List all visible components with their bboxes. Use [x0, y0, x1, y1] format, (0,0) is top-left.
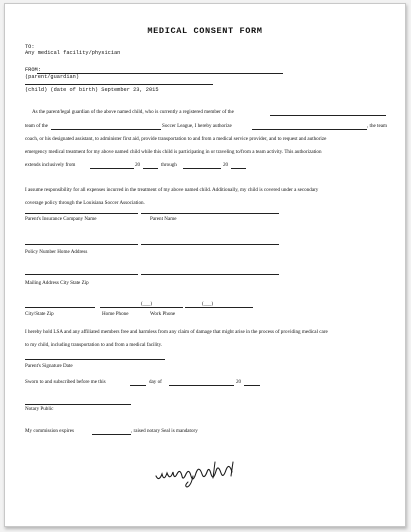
parent-name-label: Parent Name	[150, 216, 177, 222]
para1-line2b: Soccer League, I hereby authorize	[162, 123, 232, 129]
parent-name-field[interactable]	[141, 213, 279, 214]
from-label: FROM:	[25, 67, 41, 73]
para1-line5a: extends inclusively from	[25, 162, 76, 168]
child-line[interactable]	[25, 84, 213, 85]
para1-line5b: 20	[135, 162, 141, 168]
parent-signature-label: Parent's Signature Date	[25, 363, 73, 369]
sworn-text-a: Sworn to and subscribed before me this	[25, 379, 106, 385]
work-phone-field[interactable]	[185, 307, 253, 308]
team-member-field[interactable]	[270, 115, 386, 116]
commission-date-field[interactable]	[92, 434, 131, 435]
document-page	[4, 3, 406, 527]
para2-line1: I assume responsibility for all expenses incurred in the treatment of my above named child. Additionally, my child is covered under a secondary	[25, 187, 319, 193]
sworn-text-c: 20	[236, 379, 242, 385]
policy-number-field[interactable]	[25, 244, 138, 245]
para1-line3: coach, or his designated assistant, to administer first aid, provide transportation to and from a medical service provider, and to request and authorize	[25, 136, 327, 142]
form-title: MEDICAL CONSENT FORM	[147, 26, 263, 36]
insurance-company-field[interactable]	[25, 213, 138, 214]
work-phone-area: (___)	[202, 301, 214, 307]
mailing-city-field[interactable]	[141, 274, 279, 275]
through-date-field[interactable]	[183, 168, 221, 169]
sworn-month-field[interactable]	[169, 385, 234, 386]
para1-line1: As the parent/legal guardian of the above named child, who is currently a registered member of the	[32, 109, 234, 115]
para1-line5d: 20	[223, 162, 229, 168]
notary-public-label: Notary Public	[25, 406, 54, 412]
para1-line5c: through	[161, 162, 177, 168]
para3-line2: to my child, including transportation to and from a medical facility.	[25, 342, 163, 348]
home-address-field[interactable]	[141, 244, 279, 245]
child-dob-line: (child) (date of birth) September 23, 2015	[25, 87, 159, 93]
sworn-text-b: day of	[149, 379, 162, 385]
sworn-day-field[interactable]	[130, 385, 146, 386]
from-year-field[interactable]	[143, 168, 158, 169]
mailing-address-field[interactable]	[25, 274, 138, 275]
city-state-zip-field[interactable]	[25, 307, 95, 308]
sworn-year-field[interactable]	[244, 385, 260, 386]
commission-text-a: My commission expires	[25, 428, 74, 434]
policy-home-label: Policy Number Home Address	[25, 249, 88, 255]
through-year-field[interactable]	[231, 168, 246, 169]
from-value: (parent/guardian)	[25, 74, 80, 80]
insurance-company-label: Parent's Insurance Company Name	[25, 216, 97, 222]
home-phone-field[interactable]	[100, 307, 183, 308]
city-state-zip-label: City/State Zip	[25, 311, 54, 317]
mailing-address-label: Mailing Address City State Zip	[25, 280, 89, 286]
home-phone-label: Home Phone	[102, 311, 129, 317]
para1-line2a: team of the	[25, 123, 48, 129]
para2-line2: coverage policy through the Louisiana Soccer Association.	[25, 200, 145, 206]
para1-line4: emergency medical treatment for my above named child while this child is participating in or traveling to/from a team activity. This authorization	[25, 149, 322, 155]
notary-public-field[interactable]	[25, 404, 131, 405]
work-phone-label: Work Phone	[150, 311, 176, 317]
from-date-field[interactable]	[90, 168, 134, 169]
to-value: Any medical facility/physician	[25, 50, 121, 56]
commission-text-b: , raised notary Seal is mandatory	[131, 428, 198, 434]
to-label: TO:	[25, 44, 35, 50]
para1-line2c: , the team	[367, 123, 387, 129]
coach-field[interactable]	[252, 129, 367, 130]
parent-signature-field[interactable]	[25, 359, 165, 360]
home-phone-area: (___)	[141, 301, 153, 307]
team-field[interactable]	[51, 129, 161, 130]
para3-line1: I hereby hold LSA and any affiliated members free and harmless from any claim of damage that might arise in the process of providing medical care	[25, 329, 328, 335]
handwritten-signature	[153, 456, 243, 495]
